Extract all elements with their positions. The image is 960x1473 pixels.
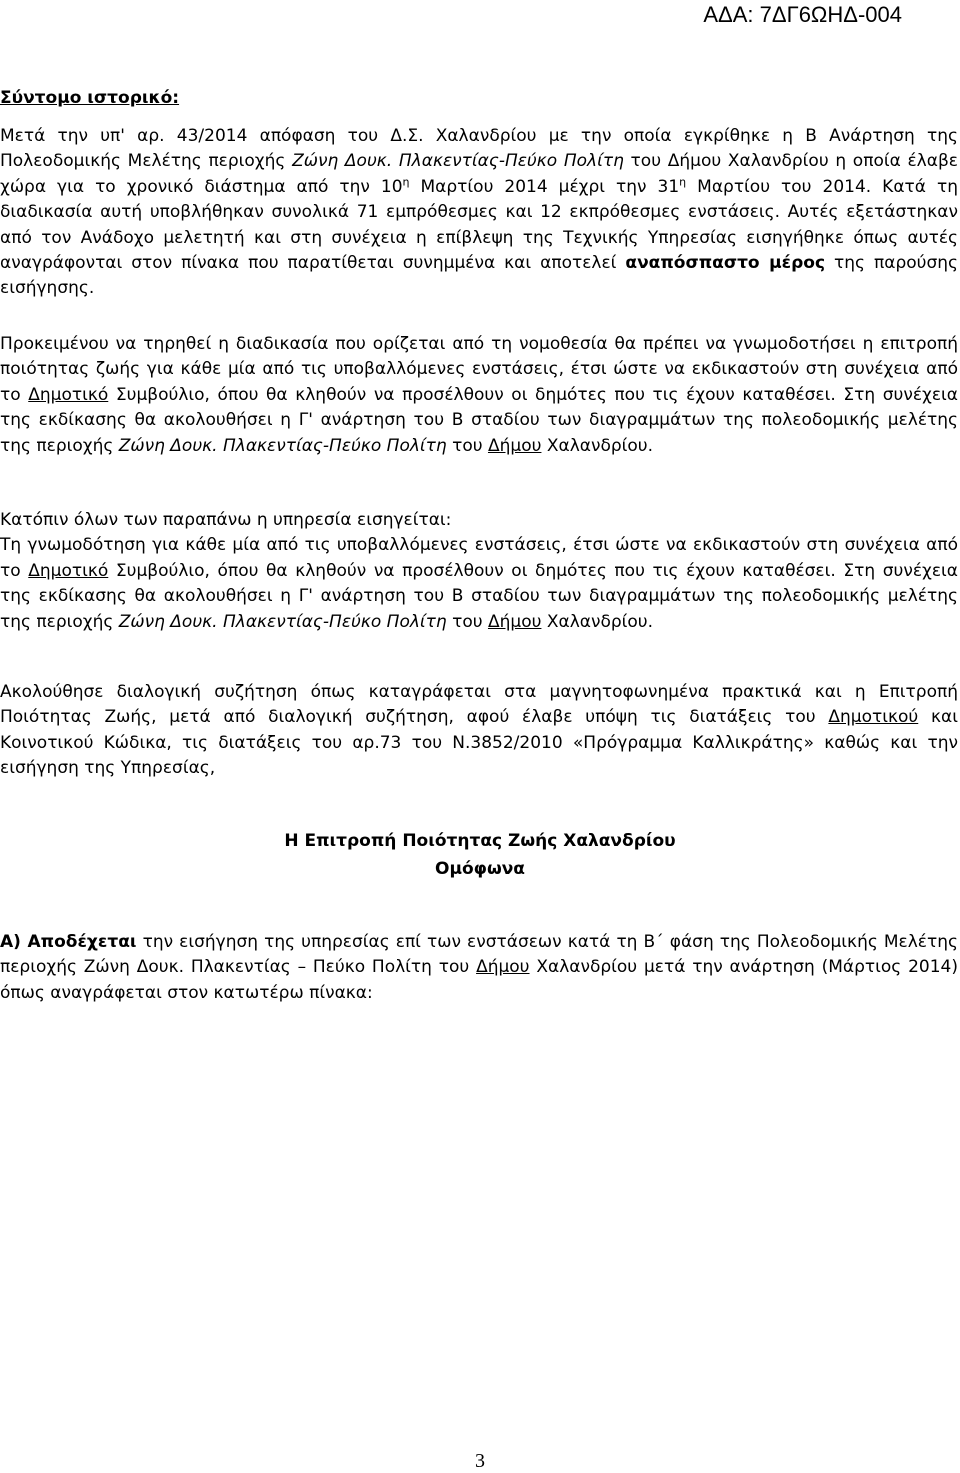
ada-code: ΑΔΑ: 7ΔΓ6ΩΗΔ-004 (703, 2, 902, 27)
discussion-paragraph: Ακολούθησε διαλογική συζήτηση όπως καταγράφεται στα μαγνητοφωνημένα πρακτικά και η Επιτροπή Ποιότητας Ζωής, μετά από διαλογική συζήτηση, αφού έλαβε υπόψη τις διατάξεις του Δημοτικού και Κοινοτικού Κώδικα, τις διατάξεις του αρ.73 του Ν.3852/2010 «Πρόγραμμα Καλλικράτης» καθώς και την εισήγηση της Υπηρεσίας, (0, 682, 958, 779)
decision-paragraph-a: Α) Αποδέχεται την εισήγηση της υπηρεσίας επί των ενστάσεων κατά τη Β΄ φάση της Πολεοδομικής Μελέτης περιοχής Ζώνη Δουκ. Πλακεντίας – Πεύκο Πολίτη του Δήμου Χαλανδρίου μετά την ανάρτηση (Μάρτιος 2014) όπως αναγράφεται στον κατωτέρω πίνακα: (0, 932, 958, 1003)
page-number: 3 (475, 1450, 485, 1472)
proposal-paragraph: Κατόπιν όλων των παραπάνω η υπηρεσία εισηγείται: Τη γνωμοδότηση για κάθε μία από τις υποβαλλόμενες ενστάσεις, έτσι ώστε να εκδικαστούν στη συνέχεια από το Δημοτικό Συμβούλιο, όπου θα κληθούν να προσέλθουν οι δημότες που τις έχουν καταθέσει. Στη συνέχεια της εκδίκασης θα ακολουθήσει η Γ' ανάρτηση του Β σταδίου των διαγραμμάτων της πολεοδομικής μελέτης της περιοχής Ζώνη Δουκ. Πλακεντίας-Πεύκο Πολίτη του Δήμου Χαλανδρίου. (0, 510, 958, 632)
committee-title: Η Επιτροπή Ποιότητας Ζωής Χαλανδρίου (284, 831, 676, 851)
history-paragraph-1: Μετά την υπ' αρ. 43/2014 απόφαση του Δ.Σ. Χαλανδρίου με την οποία εγκρίθηκε η Β Ανάρτηση της Πολεοδομικής Μελέτης περιοχής Ζώνη Δουκ. Πλακεντίας-Πεύκο Πολίτη του Δήμου Χαλανδρίου η οποία έλαβε χώρα για το χρονικό διάστημα από την $10^\eta$ Μαρτίου 2014 μέχρι την $31^\eta$ Μαρτίου του 2014. Κατά τη διαδικασία αυτή υποβλήθηκαν συνολικά 71 εμπρόθεσμες και 12 εκπρόθεσμες ενστάσεις. Αυτές εξετάστηκαν από τον Ανάδοχο μελετητή και στη συνέχεια η επίβλεψη της Τεχνικής Υπηρεσίας εισηγήθηκε όπως αυτές αναγράφονται στον πίνακα που παρατίθεται συνημμένα και αποτελεί αναπόσπαστο μέρος της παρούσης εισήγησης. (0, 126, 958, 299)
history-heading: Σύντομο ιστορικό: (0, 88, 180, 108)
unanimous-label: Ομόφωνα (435, 859, 525, 879)
history-paragraph-2: Προκειμένου να τηρηθεί η διαδικασία που ορίζεται από τη νομοθεσία θα πρέπει να γνωμοδοτήσει η επιτροπή ποιότητας ζωής για κάθε μία από τις υποβαλλόμενες ενστάσεις, έτσι ώστε να εκδικαστούν στη συνέχεια από το Δημοτικό Συμβούλιο, όπου θα κληθούν να προσέλθουν οι δημότες που τις έχουν καταθέσει. Στη συνέχεια της εκδίκασης θα ακολουθήσει η Γ' ανάρτηση του Β σταδίου των διαγραμμάτων της πολεοδομικής μελέτης της περιοχής Ζώνη Δουκ. Πλακεντίας-Πεύκο Πολίτη του Δήμου Χαλανδρίου. (0, 334, 958, 456)
